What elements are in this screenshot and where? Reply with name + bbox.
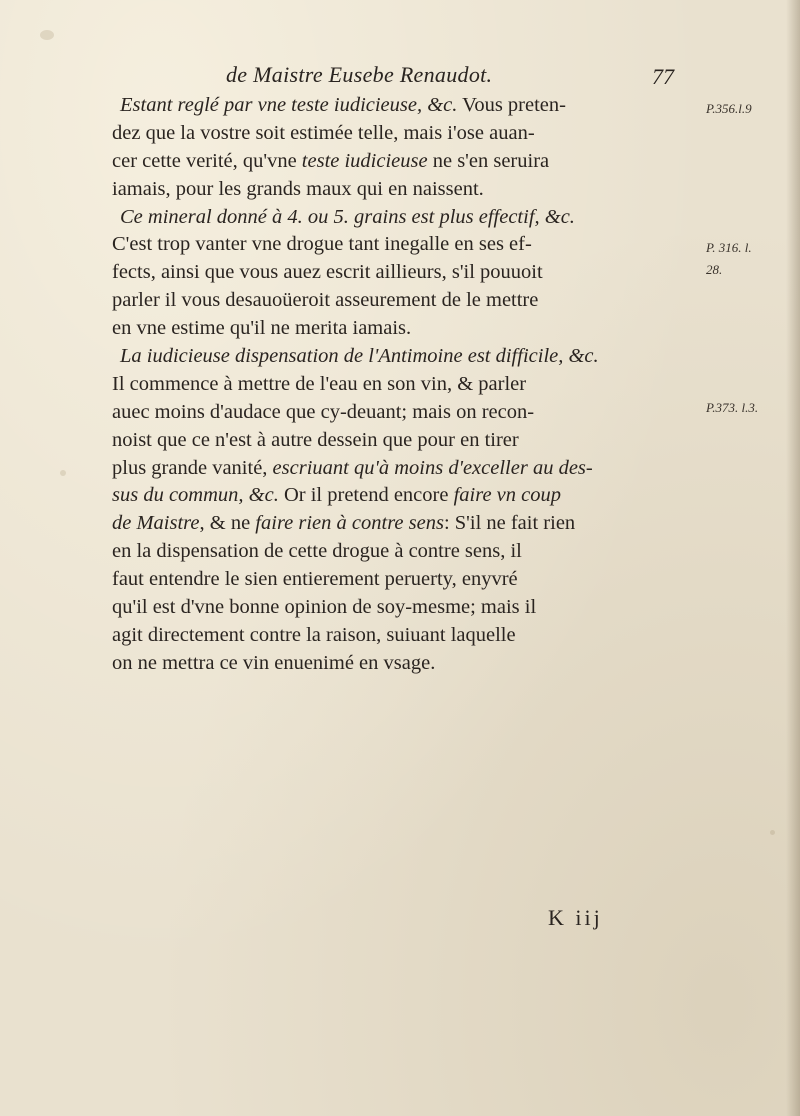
italic-text: Ce mineral donné à 4. ou 5. grains est plus effectif, &c. xyxy=(120,205,575,228)
margin-note: P. 316. l. xyxy=(706,240,752,255)
text-line xyxy=(112,371,702,399)
italic-text: faire vn coup xyxy=(453,484,561,507)
paragraph xyxy=(112,204,702,343)
text-line xyxy=(112,204,702,232)
text-line xyxy=(112,259,702,287)
roman-text: auec moins d'audace que cy-deuant; mais on recon- xyxy=(112,400,535,423)
italic-text: Estant reglé par vne teste iudicieuse, &c. xyxy=(120,94,458,116)
roman-text: parler il vous desauoüeroit asseurement de le mettre xyxy=(112,289,539,312)
roman-text: Il commence à mettre de l'eau en son vin, & parler xyxy=(112,372,527,395)
page-edge-shadow xyxy=(786,0,800,1116)
text-line xyxy=(112,287,702,315)
text-line xyxy=(112,315,702,343)
roman-text: Or il pretend encore xyxy=(278,484,454,507)
roman-text: plus grande vanité, xyxy=(112,456,273,479)
roman-text: C'est trop vanter vne drogue tant inegalle en ses ef- xyxy=(112,233,532,256)
roman-text: en la dispensation de cette drogue à contre sens, il xyxy=(112,540,522,563)
foxing-spot xyxy=(40,30,54,40)
italic-text: sus du commun, &c. xyxy=(112,484,279,507)
text-line xyxy=(112,455,702,483)
italic-text: La iudicieuse dispensation de l'Antimoine est difficile, &c. xyxy=(120,345,599,368)
roman-text: faut entendre le sien entierement peruerty, enyvré xyxy=(112,568,518,591)
roman-text: Vous preten- xyxy=(457,94,566,116)
roman-text: noist que ce n'est à autre dessein que pour en tirer xyxy=(112,428,519,451)
text-line xyxy=(112,427,702,455)
paragraph xyxy=(112,343,702,678)
text-line xyxy=(112,594,702,622)
text-line xyxy=(112,176,702,204)
text-line xyxy=(112,538,702,566)
roman-text: fects, ainsi que vous auez escrit aillieurs, s'il pouuoit xyxy=(112,261,543,284)
foxing-spot xyxy=(770,830,775,835)
italic-text: faire rien à contre sens xyxy=(255,512,444,535)
body-text xyxy=(112,92,702,678)
italic-text: de Maistre xyxy=(112,512,200,535)
roman-text: iamais, pour les grands maux qui en naissent. xyxy=(112,177,484,200)
italic-text: escriuant qu'à moins d'exceller au des- xyxy=(272,456,593,479)
roman-text: qu'il est d'vne bonne opinion de soy-mesme; mais il xyxy=(112,596,537,619)
text-line xyxy=(112,92,702,120)
roman-text: on ne mettra ce vin enuenimé en vsage. xyxy=(112,651,436,674)
margin-note: P.356.l.9 xyxy=(706,101,752,116)
paragraph xyxy=(112,92,702,204)
roman-text: dez que la vostre soit estimée telle, mais i'ose auan- xyxy=(112,121,535,144)
text-line xyxy=(112,566,702,594)
text-line xyxy=(112,650,702,678)
italic-text: teste iudicieuse xyxy=(301,149,428,172)
signature-mark: K iij xyxy=(548,905,603,930)
margin-note: 28. xyxy=(706,262,723,277)
text-line xyxy=(112,482,702,510)
page-number: 77 xyxy=(652,64,674,89)
roman-text: en vne estime qu'il ne merita iamais. xyxy=(112,317,412,340)
running-head: de Maistre Eusebe Renaudot. xyxy=(226,62,493,87)
roman-text: : S'il ne fait rien xyxy=(443,512,576,535)
roman-text: , & ne xyxy=(199,512,256,535)
roman-text: agit directement contre la raison, suiuant laquelle xyxy=(112,623,516,646)
margin-note: P.373. l.3. xyxy=(706,400,759,415)
text-line xyxy=(112,622,702,650)
text-line xyxy=(112,399,702,427)
text-line xyxy=(112,148,702,176)
text-line xyxy=(112,120,702,148)
text-line xyxy=(112,510,702,538)
text-line xyxy=(112,231,702,259)
roman-text: cer cette verité, qu'vne xyxy=(112,149,302,172)
foxing-spot xyxy=(60,470,66,476)
text-line xyxy=(112,343,702,371)
roman-text: ne s'en seruira xyxy=(427,149,550,172)
